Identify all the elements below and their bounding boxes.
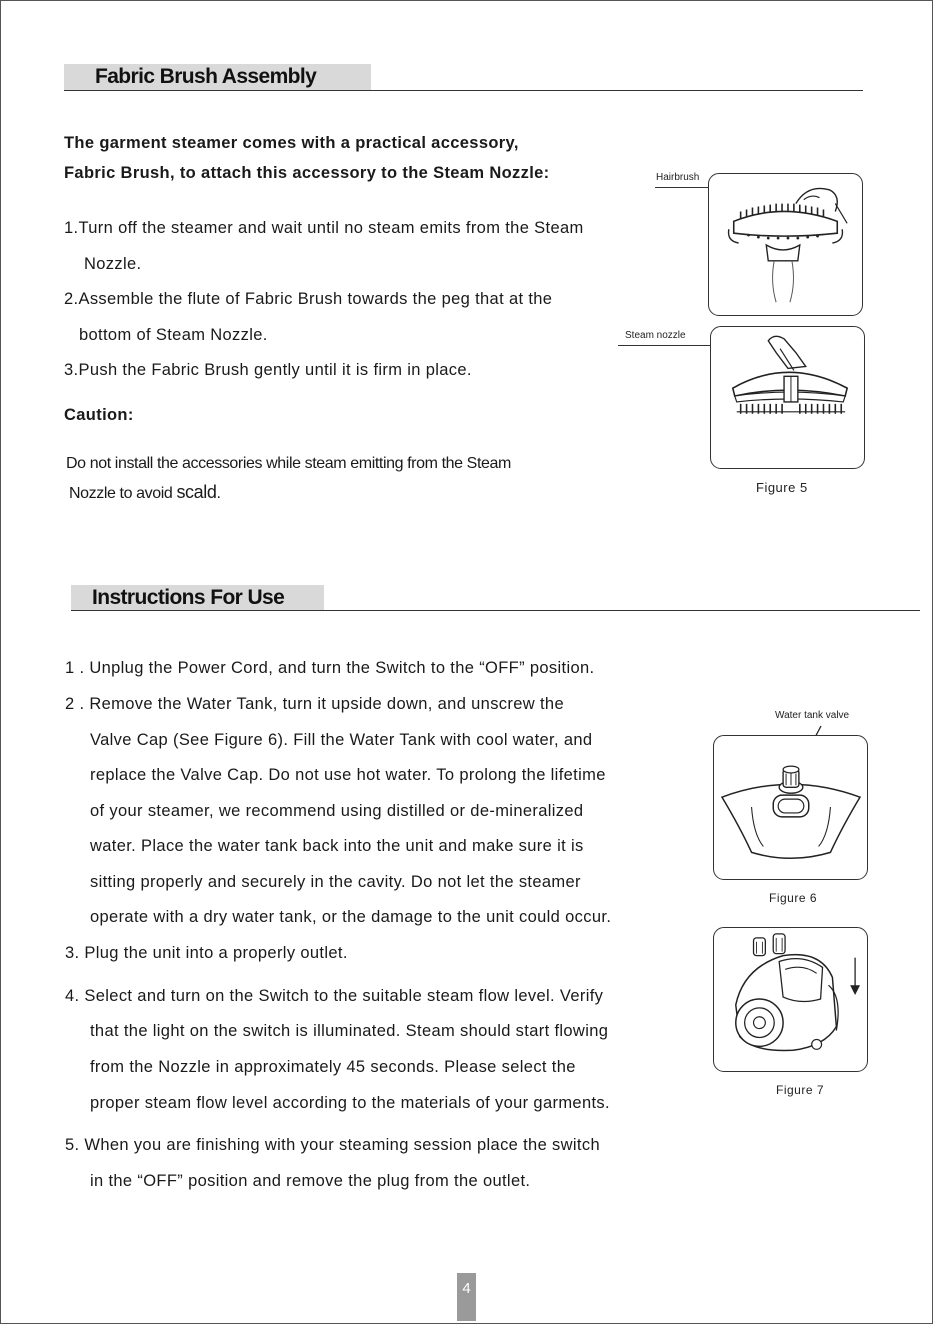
- figure6-water-tank-box: [713, 735, 868, 880]
- caution-line: Do not install the accessories while steam emitting from the Steam: [66, 455, 511, 472]
- hairbrush-label: Hairbrush: [656, 172, 700, 183]
- steam-nozzle-illustration-icon: [711, 327, 864, 468]
- page-number: 4: [457, 1273, 476, 1321]
- instruction-line: in the “OFF” position and remove the plug from the outlet.: [90, 1172, 531, 1190]
- step-line: Nozzle.: [84, 255, 142, 273]
- step-line: 2.Assemble the flute of Fabric Brush towards the peg that at the: [64, 290, 553, 308]
- caution-text: Nozzle to avoid: [69, 485, 177, 502]
- section-title-instructions: Instructions For Use: [71, 585, 324, 611]
- steam-nozzle-label: Steam nozzle: [625, 330, 686, 341]
- instruction-line: 2 . Remove the Water Tank, turn it upside down, and unscrew the: [65, 695, 564, 713]
- section-rule: [64, 90, 863, 91]
- instruction-line: 3. Plug the unit into a properly outlet.: [65, 944, 348, 962]
- figure7-caption: Figure 7: [776, 1083, 825, 1097]
- instruction-line: of your steamer, we recommend using distilled or de-mineralized: [90, 802, 584, 820]
- intro-line-2: Fabric Brush, to attach this accessory to the Steam Nozzle:: [64, 164, 550, 182]
- intro-line-1: The garment steamer comes with a practical accessory,: [64, 134, 519, 152]
- figure7-steamer-box: [713, 927, 868, 1072]
- section-title-fabric-brush: Fabric Brush Assembly: [64, 64, 371, 90]
- water-tank-valve-label: Water tank valve: [775, 710, 850, 721]
- caution-heading: Caution:: [64, 406, 134, 424]
- instruction-line: water. Place the water tank back into the unit and make sure it is: [90, 837, 584, 855]
- section-rule: [71, 610, 920, 611]
- instruction-line: operate with a dry water tank, or the damage to the unit could occur.: [90, 908, 612, 926]
- caution-scald-word: scald: [176, 482, 217, 502]
- step-line: 3.Push the Fabric Brush gently until it is firm in place.: [64, 361, 472, 379]
- instruction-line: from the Nozzle in approximately 45 seconds. Please select the: [90, 1058, 576, 1076]
- figure6-caption: Figure 6: [769, 891, 818, 905]
- step-line: 1.Turn off the steamer and wait until no steam emits from the Steam: [64, 219, 584, 237]
- hairbrush-illustration-icon: [709, 174, 862, 315]
- figure5-caption: Figure 5: [756, 480, 808, 495]
- instruction-line: proper steam flow level according to the materials of your garments.: [90, 1094, 610, 1112]
- figure5-hairbrush-box: [708, 173, 863, 316]
- caution-line: [69, 482, 221, 503]
- step-line: bottom of Steam Nozzle.: [79, 326, 268, 344]
- instruction-line: 1 . Unplug the Power Cord, and turn the Switch to the “OFF” position.: [65, 659, 595, 677]
- instruction-line: that the light on the switch is illuminated. Steam should start flowing: [90, 1022, 609, 1040]
- instruction-line: 5. When you are finishing with your steaming session place the switch: [65, 1136, 600, 1154]
- instruction-line: 4. Select and turn on the Switch to the suitable steam flow level. Verify: [65, 987, 604, 1005]
- instruction-line: Valve Cap (See Figure 6). Fill the Water Tank with cool water, and: [90, 731, 593, 749]
- instruction-line: replace the Valve Cap. Do not use hot water. To prolong the lifetime: [90, 766, 606, 784]
- steamer-unit-illustration-icon: [714, 928, 867, 1071]
- caution-period: .: [216, 485, 221, 502]
- instruction-line: sitting properly and securely in the cavity. Do not let the steamer: [90, 873, 581, 891]
- water-tank-illustration-icon: [714, 736, 867, 879]
- figure5-steam-nozzle-box: [710, 326, 865, 469]
